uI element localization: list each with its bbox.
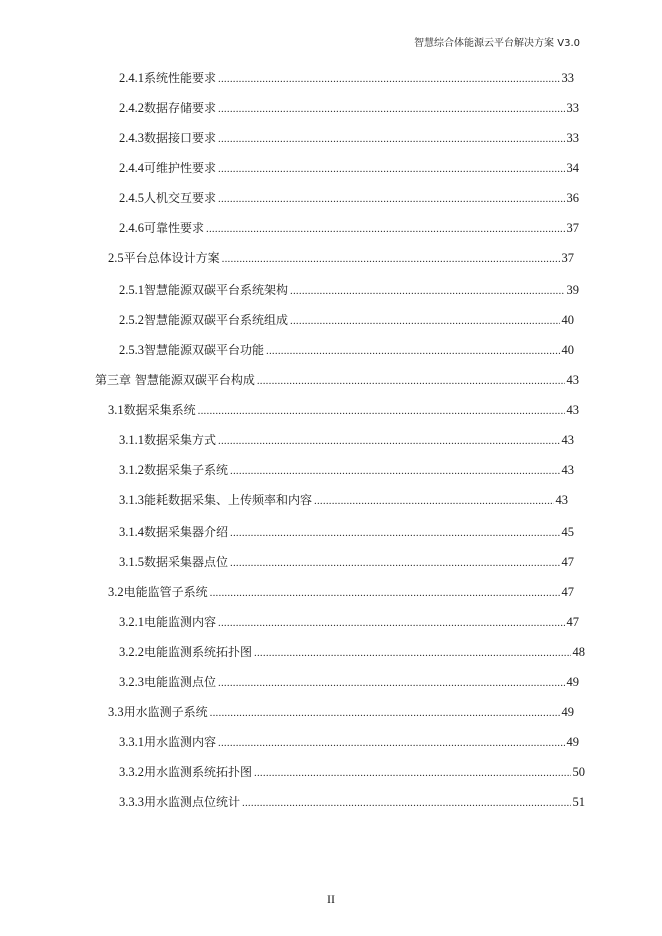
toc-entry-page: 48: [572, 645, 585, 659]
toc-dot-leader: [206, 219, 564, 239]
toc-entry[interactable]: [119, 158, 579, 178]
toc-entry-page: 51: [572, 795, 585, 809]
toc-entry[interactable]: [119, 68, 574, 88]
toc-entry-page: 40: [561, 313, 574, 327]
toc-entry[interactable]: [119, 642, 585, 662]
toc-entry-number: 3.1.5: [119, 555, 144, 569]
toc-dot-leader: [218, 129, 564, 149]
toc-entry-number: 2.4.4: [119, 161, 144, 175]
toc-entry-title: 数据采集器点位: [144, 555, 229, 569]
toc-entry-page: 37: [566, 221, 579, 235]
toc-entry-number: 3.1: [108, 403, 124, 417]
toc-entry[interactable]: [108, 702, 574, 722]
toc-entry[interactable]: [119, 280, 579, 300]
toc-entry[interactable]: [119, 612, 579, 632]
toc-entry-number: 3.2.3: [119, 675, 144, 689]
toc-entry[interactable]: [119, 188, 579, 208]
toc-dot-leader: [230, 523, 559, 543]
toc-entry[interactable]: [119, 218, 579, 238]
toc-dot-leader: [222, 249, 560, 269]
toc-entry-page: 47: [561, 555, 574, 569]
toc-entry[interactable]: [119, 460, 574, 480]
toc-dot-leader: [230, 461, 559, 481]
toc-entry-number: 3.3: [108, 705, 124, 719]
toc-entry-page: 47: [566, 615, 579, 629]
toc-dot-leader: [254, 763, 570, 783]
toc-dot-leader: [218, 431, 559, 451]
toc-entry-page: 45: [561, 525, 574, 539]
toc-entry-title: 用水监测内容: [144, 735, 217, 749]
toc-entry[interactable]: [119, 552, 574, 572]
toc-entry-title: 用水监测点位统计: [144, 795, 241, 809]
toc-dot-leader: [257, 371, 565, 391]
toc-entry-number: 2.4.5: [119, 191, 144, 205]
toc-entry[interactable]: [108, 582, 574, 602]
toc-entry-page: 37: [561, 251, 574, 265]
toc-entry[interactable]: [119, 792, 585, 812]
toc-entry-title: 电能监管子系统: [123, 585, 208, 599]
toc-dot-leader: [218, 159, 564, 179]
toc-entry-title: 数据采集子系统: [144, 463, 229, 477]
toc-entry-title: 第三章 智慧能源双碳平台构成: [95, 373, 255, 387]
toc-entry[interactable]: [119, 732, 579, 752]
toc-entry-page: 33: [566, 101, 579, 115]
toc-entry-number: 3.3.1: [119, 735, 144, 749]
toc-entry-title: 电能监测系统拓扑图: [144, 645, 253, 659]
toc-entry-page: 49: [561, 705, 574, 719]
toc-entry-number: 2.4.3: [119, 131, 144, 145]
toc-entry-number: 3.3.2: [119, 765, 144, 779]
toc-dot-leader: [218, 733, 564, 753]
toc-dot-leader: [218, 189, 564, 209]
toc-entry[interactable]: [119, 762, 585, 782]
toc-entry-title: 电能监测内容: [144, 615, 217, 629]
toc-entry[interactable]: [119, 340, 574, 360]
toc-entry-number: 2.5.2: [119, 313, 144, 327]
toc-entry-title: 系统性能要求: [144, 71, 217, 85]
toc-dot-leader: [218, 99, 564, 119]
toc-dot-leader: [198, 401, 565, 421]
toc-entry-number: 3.1.1: [119, 433, 144, 447]
toc-entry-title: 智慧能源双碳平台系统组成: [144, 313, 289, 327]
toc-entry[interactable]: [119, 522, 574, 542]
toc-entry[interactable]: [119, 430, 574, 450]
toc-entry-page: 33: [566, 131, 579, 145]
toc-entry-page: 47: [561, 585, 574, 599]
toc-entry[interactable]: [119, 98, 579, 118]
toc-entry-page: 40: [561, 343, 574, 357]
toc-entry-title: 数据接口要求: [144, 131, 217, 145]
toc-entry-page: 50: [572, 765, 585, 779]
toc-entry-number: 2.5: [108, 251, 124, 265]
header-rule: [78, 52, 584, 53]
toc-entry-number: 2.4.1: [119, 71, 144, 85]
toc-entry-page: 43: [555, 493, 568, 507]
toc-entry[interactable]: [119, 310, 574, 330]
toc-entry[interactable]: [119, 490, 568, 510]
toc-dot-leader: [242, 793, 570, 813]
toc-entry-title: 可维护性要求: [144, 161, 217, 175]
toc-entry-number: 2.5.3: [119, 343, 144, 357]
toc-entry-number: 2.4.2: [119, 101, 144, 115]
toc-entry-title: 用水监测系统拓扑图: [144, 765, 253, 779]
toc-entry-title: 智慧能源双碳平台系统架构: [144, 283, 289, 297]
toc-entry-title: 用水监测子系统: [123, 705, 208, 719]
toc-dot-leader: [210, 583, 560, 603]
toc-entry-page: 43: [566, 373, 579, 387]
toc-entry-page: 49: [566, 675, 579, 689]
toc-dot-leader: [230, 553, 559, 573]
toc-entry-number: 2.5.1: [119, 283, 144, 297]
toc-entry[interactable]: [108, 248, 574, 268]
toc-dot-leader: [218, 613, 564, 633]
toc-entry-page: 49: [566, 735, 579, 749]
toc-entry-page: 39: [566, 283, 579, 297]
toc-entry-title: 电能监测点位: [144, 675, 217, 689]
toc-entry-title: 可靠性要求: [144, 221, 205, 235]
toc-entry-number: 3.2.1: [119, 615, 144, 629]
toc-entry-page: 43: [566, 403, 579, 417]
page-number: II: [327, 892, 335, 906]
toc-entry-number: 3.2: [108, 585, 124, 599]
toc-entry-title: 数据采集系统: [123, 403, 196, 417]
toc-entry-number: 3.3.3: [119, 795, 144, 809]
toc-entry-number: 3.1.4: [119, 525, 144, 539]
toc-entry-page: 34: [566, 161, 579, 175]
toc-entry[interactable]: [119, 128, 579, 148]
toc-entry-number: 2.4.6: [119, 221, 144, 235]
toc-dot-leader: [266, 341, 559, 361]
toc-dot-leader: [290, 311, 559, 331]
toc-entry-title: 智慧能源双碳平台功能: [144, 343, 265, 357]
toc-entry-title: 数据采集器介绍: [144, 525, 229, 539]
toc-entry-page: 43: [561, 463, 574, 477]
toc-dot-leader: [314, 491, 553, 511]
toc-entry-page: 43: [561, 433, 574, 447]
toc-entry-page: 33: [561, 71, 574, 85]
toc-dot-leader: [218, 69, 559, 89]
toc-entry-number: 3.1.2: [119, 463, 144, 477]
toc-dot-leader: [218, 673, 564, 693]
toc-entry-title: 能耗数据采集、上传频率和内容: [144, 493, 313, 507]
toc-dot-leader: [290, 281, 564, 301]
toc-entry-title: 平台总体设计方案: [123, 251, 220, 265]
toc-entry[interactable]: [108, 400, 579, 420]
running-header: 智慧综合体能源云平台解决方案 V3.0: [414, 38, 580, 49]
toc-dot-leader: [210, 703, 560, 723]
toc-entry-title: 数据存储要求: [144, 101, 217, 115]
toc-entry-page: 36: [566, 191, 579, 205]
toc-dot-leader: [254, 643, 570, 663]
toc-entry[interactable]: [95, 370, 579, 390]
toc-entry-number: 3.2.2: [119, 645, 144, 659]
toc-entry[interactable]: [119, 672, 579, 692]
toc-entry-title: 数据采集方式: [144, 433, 217, 447]
toc-entry-title: 人机交互要求: [144, 191, 217, 205]
toc-entry-number: 3.1.3: [119, 493, 144, 507]
